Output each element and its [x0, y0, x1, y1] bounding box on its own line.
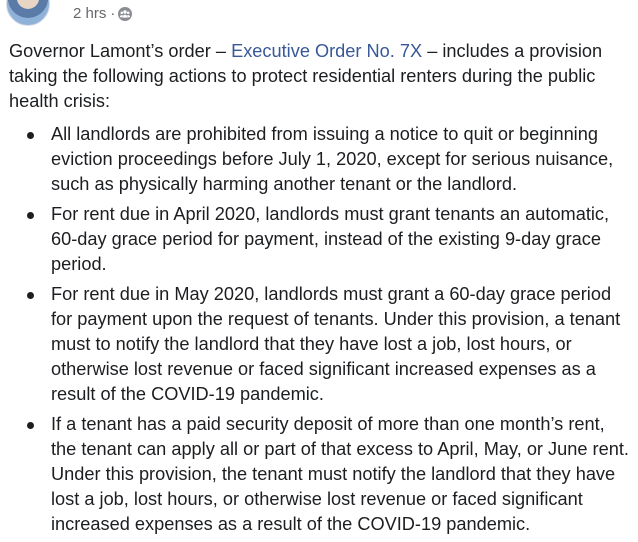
- meta-separator: ·: [110, 5, 116, 22]
- post-header: [0, 0, 638, 30]
- post-timestamp[interactable]: 2 hrs: [73, 5, 107, 22]
- bullet-icon: [27, 212, 34, 219]
- list-item: [9, 412, 634, 537]
- list-item-text: If a tenant has a paid security deposit of more than one month’s rent, the tenant can apply all or part of that excess to April, May, or June rent. Under this provision, the tenant must notify the landlord that they have lost a job, lost hours, or otherwise lost revenue or faced significant increased expenses as a result of the COVID-19 pandemic.: [51, 414, 629, 534]
- list-item: [9, 202, 634, 277]
- bullet-icon: [27, 422, 34, 429]
- provision-list: [9, 122, 634, 537]
- intro-text-before: Governor Lamont’s order –: [9, 41, 232, 61]
- post-meta: [73, 5, 132, 22]
- list-item-text: For rent due in April 2020, landlords must grant tenants an automatic, 60-day grace period for payment, instead of the existing 9-day grace period.: [51, 204, 610, 274]
- intro-text-after: – includes a provision taking the following actions to protect residential renters during the public health crisis:: [9, 41, 603, 111]
- group-icon[interactable]: [118, 7, 132, 21]
- bullet-icon: [27, 292, 34, 299]
- executive-order-link[interactable]: Executive Order No. 7X: [231, 41, 423, 61]
- list-item-text: For rent due in May 2020, landlords must grant a 60-day grace period for payment upon the request of tenants. Under this provision, a tenant must to notify the landlord that they have lost a job, lost hours, or otherwise lost revenue or faced significant increased expenses as a result of the COVID-19 pandemic.: [51, 284, 621, 404]
- list-item: [9, 122, 634, 197]
- post-intro: [9, 39, 634, 114]
- avatar[interactable]: [6, 0, 50, 26]
- list-item: [9, 282, 634, 407]
- post-text: [9, 39, 634, 542]
- list-item-text: All landlords are prohibited from issuing a notice to quit or beginning eviction proceedings before July 1, 2020, except for serious nuisance, such as physically harming another tenant or the landlord.: [51, 124, 614, 194]
- bullet-icon: [27, 132, 34, 139]
